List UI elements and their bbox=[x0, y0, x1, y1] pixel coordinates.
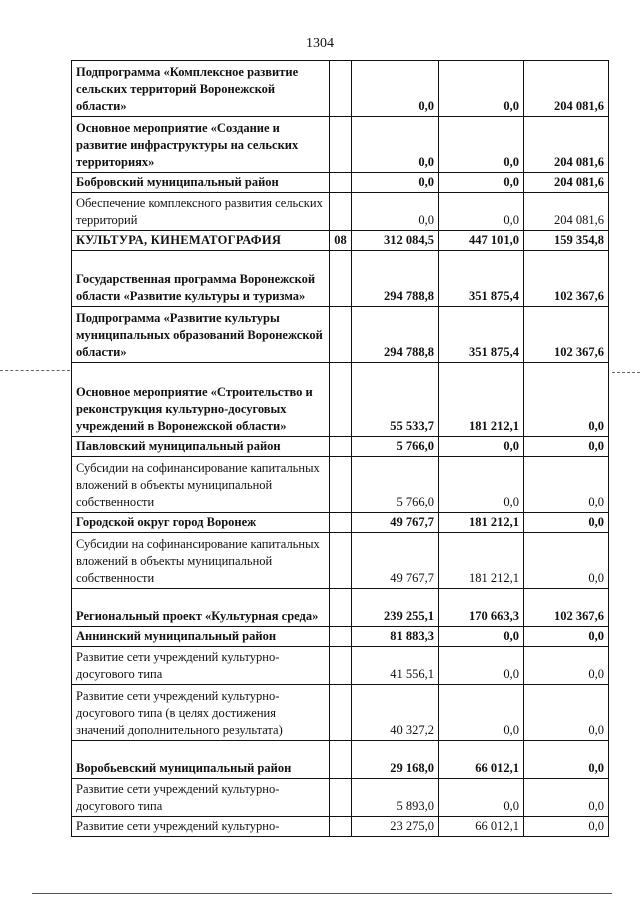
row-name-cell: Павловский муниципальный район bbox=[72, 437, 330, 457]
row-section-cell bbox=[330, 817, 352, 837]
row-section-cell bbox=[330, 363, 352, 437]
row-value-2-cell: 0,0 bbox=[439, 173, 524, 193]
row-name-cell: Аннинский муниципальный район bbox=[72, 627, 330, 647]
row-name-cell: Развитие сети учреждений культурно- bbox=[72, 817, 330, 837]
row-value-2-cell: 0,0 bbox=[439, 647, 524, 685]
row-section-cell bbox=[330, 307, 352, 363]
row-value-1-cell: 5 893,0 bbox=[352, 779, 439, 817]
row-name-cell: Подпрограмма «Развитие культуры муниципальных образований Воронежской области» bbox=[72, 307, 330, 363]
row-value-3-cell: 0,0 bbox=[524, 533, 609, 589]
table-row bbox=[72, 513, 609, 533]
row-value-2-cell: 0,0 bbox=[439, 117, 524, 173]
table-row bbox=[72, 647, 609, 685]
row-name-cell: Основное мероприятие «Строительство и реконструкция культурно-досуговых учреждений в Воронежской области» bbox=[72, 363, 330, 437]
row-value-2-cell: 66 012,1 bbox=[439, 741, 524, 779]
row-value-2-cell: 0,0 bbox=[439, 457, 524, 513]
row-section-cell bbox=[330, 117, 352, 173]
row-value-3-cell: 204 081,6 bbox=[524, 117, 609, 173]
table-row bbox=[72, 61, 609, 117]
row-value-1-cell: 239 255,1 bbox=[352, 589, 439, 627]
row-value-2-cell: 0,0 bbox=[439, 193, 524, 231]
row-section-cell bbox=[330, 533, 352, 589]
row-value-2-cell: 170 663,3 bbox=[439, 589, 524, 627]
row-name-cell: Бобровский муниципальный район bbox=[72, 173, 330, 193]
row-value-1-cell: 312 084,5 bbox=[352, 231, 439, 251]
table-row bbox=[72, 231, 609, 251]
table-row bbox=[72, 173, 609, 193]
table-row bbox=[72, 363, 609, 437]
row-section-cell bbox=[330, 437, 352, 457]
row-value-1-cell: 41 556,1 bbox=[352, 647, 439, 685]
row-value-2-cell: 0,0 bbox=[439, 779, 524, 817]
row-value-1-cell: 0,0 bbox=[352, 117, 439, 173]
row-value-3-cell: 102 367,6 bbox=[524, 589, 609, 627]
row-value-3-cell: 204 081,6 bbox=[524, 61, 609, 117]
row-value-1-cell: 49 767,7 bbox=[352, 533, 439, 589]
row-value-1-cell: 55 533,7 bbox=[352, 363, 439, 437]
row-section-cell bbox=[330, 741, 352, 779]
row-value-1-cell: 294 788,8 bbox=[352, 307, 439, 363]
row-value-3-cell: 0,0 bbox=[524, 627, 609, 647]
table-row bbox=[72, 251, 609, 307]
row-name-cell: Развитие сети учреждений культурно-досугового типа bbox=[72, 779, 330, 817]
table-row bbox=[72, 117, 609, 173]
scan-edge-line-bottom bbox=[32, 893, 612, 894]
row-section-cell bbox=[330, 193, 352, 231]
row-value-1-cell: 5 766,0 bbox=[352, 457, 439, 513]
row-section-cell: 08 bbox=[330, 231, 352, 251]
row-value-2-cell: 0,0 bbox=[439, 437, 524, 457]
row-name-cell: Развитие сети учреждений культурно-досугового типа (в целях достижения значений дополнительного результата) bbox=[72, 685, 330, 741]
table-row bbox=[72, 741, 609, 779]
table-row bbox=[72, 437, 609, 457]
row-value-2-cell: 181 212,1 bbox=[439, 533, 524, 589]
row-value-3-cell: 0,0 bbox=[524, 437, 609, 457]
row-name-cell: Воробьевский муниципальный район bbox=[72, 741, 330, 779]
table-row bbox=[72, 533, 609, 589]
row-value-2-cell: 181 212,1 bbox=[439, 363, 524, 437]
row-value-3-cell: 204 081,6 bbox=[524, 193, 609, 231]
row-value-3-cell: 0,0 bbox=[524, 817, 609, 837]
row-name-cell: Подпрограмма «Комплексное развитие сельских территорий Воронежской области» bbox=[72, 61, 330, 117]
row-name-cell: Субсидии на софинансирование капитальных вложений в объекты муниципальной собственности bbox=[72, 533, 330, 589]
row-name-cell: Обеспечение комплексного развития сельских территорий bbox=[72, 193, 330, 231]
row-value-1-cell: 23 275,0 bbox=[352, 817, 439, 837]
row-value-1-cell: 0,0 bbox=[352, 61, 439, 117]
row-value-3-cell: 102 367,6 bbox=[524, 251, 609, 307]
row-value-3-cell: 0,0 bbox=[524, 741, 609, 779]
row-value-3-cell: 204 081,6 bbox=[524, 173, 609, 193]
row-value-3-cell: 0,0 bbox=[524, 685, 609, 741]
row-section-cell bbox=[330, 513, 352, 533]
page-number: 1304 bbox=[306, 36, 334, 51]
row-section-cell bbox=[330, 685, 352, 741]
row-value-3-cell: 0,0 bbox=[524, 363, 609, 437]
row-section-cell bbox=[330, 647, 352, 685]
scan-edge-line-right bbox=[612, 372, 640, 373]
table-row bbox=[72, 589, 609, 627]
table-row bbox=[72, 627, 609, 647]
row-value-1-cell: 29 168,0 bbox=[352, 741, 439, 779]
row-name-cell: Городской округ город Воронеж bbox=[72, 513, 330, 533]
row-section-cell bbox=[330, 251, 352, 307]
table-row bbox=[72, 779, 609, 817]
row-section-cell bbox=[330, 589, 352, 627]
row-name-cell: Развитие сети учреждений культурно-досугового типа bbox=[72, 647, 330, 685]
table-row bbox=[72, 193, 609, 231]
row-value-2-cell: 447 101,0 bbox=[439, 231, 524, 251]
row-name-cell: КУЛЬТУРА, КИНЕМАТОГРАФИЯ bbox=[72, 231, 330, 251]
row-value-3-cell: 0,0 bbox=[524, 779, 609, 817]
row-value-2-cell: 181 212,1 bbox=[439, 513, 524, 533]
row-section-cell bbox=[330, 779, 352, 817]
row-section-cell bbox=[330, 627, 352, 647]
row-value-2-cell: 0,0 bbox=[439, 627, 524, 647]
row-value-3-cell: 0,0 bbox=[524, 647, 609, 685]
budget-table bbox=[71, 60, 609, 837]
row-value-2-cell: 0,0 bbox=[439, 685, 524, 741]
row-value-3-cell: 0,0 bbox=[524, 513, 609, 533]
row-value-1-cell: 5 766,0 bbox=[352, 437, 439, 457]
row-value-1-cell: 294 788,8 bbox=[352, 251, 439, 307]
row-value-2-cell: 0,0 bbox=[439, 61, 524, 117]
row-value-1-cell: 49 767,7 bbox=[352, 513, 439, 533]
row-name-cell: Региональный проект «Культурная среда» bbox=[72, 589, 330, 627]
row-value-3-cell: 0,0 bbox=[524, 457, 609, 513]
row-value-1-cell: 0,0 bbox=[352, 193, 439, 231]
table-row bbox=[72, 307, 609, 363]
row-value-1-cell: 40 327,2 bbox=[352, 685, 439, 741]
row-value-2-cell: 351 875,4 bbox=[439, 251, 524, 307]
row-value-3-cell: 159 354,8 bbox=[524, 231, 609, 251]
row-name-cell: Основное мероприятие «Создание и развитие инфраструктуры на сельских территориях» bbox=[72, 117, 330, 173]
row-value-3-cell: 102 367,6 bbox=[524, 307, 609, 363]
row-section-cell bbox=[330, 173, 352, 193]
table-row bbox=[72, 817, 609, 837]
table-row bbox=[72, 457, 609, 513]
budget-table-body bbox=[72, 61, 609, 837]
row-section-cell bbox=[330, 61, 352, 117]
row-value-1-cell: 81 883,3 bbox=[352, 627, 439, 647]
row-name-cell: Субсидии на софинансирование капитальных вложений в объекты муниципальной собственности bbox=[72, 457, 330, 513]
row-value-1-cell: 0,0 bbox=[352, 173, 439, 193]
row-section-cell bbox=[330, 457, 352, 513]
scan-edge-line-left bbox=[0, 370, 70, 371]
row-value-2-cell: 66 012,1 bbox=[439, 817, 524, 837]
row-value-2-cell: 351 875,4 bbox=[439, 307, 524, 363]
table-row bbox=[72, 685, 609, 741]
row-name-cell: Государственная программа Воронежской области «Развитие культуры и туризма» bbox=[72, 251, 330, 307]
